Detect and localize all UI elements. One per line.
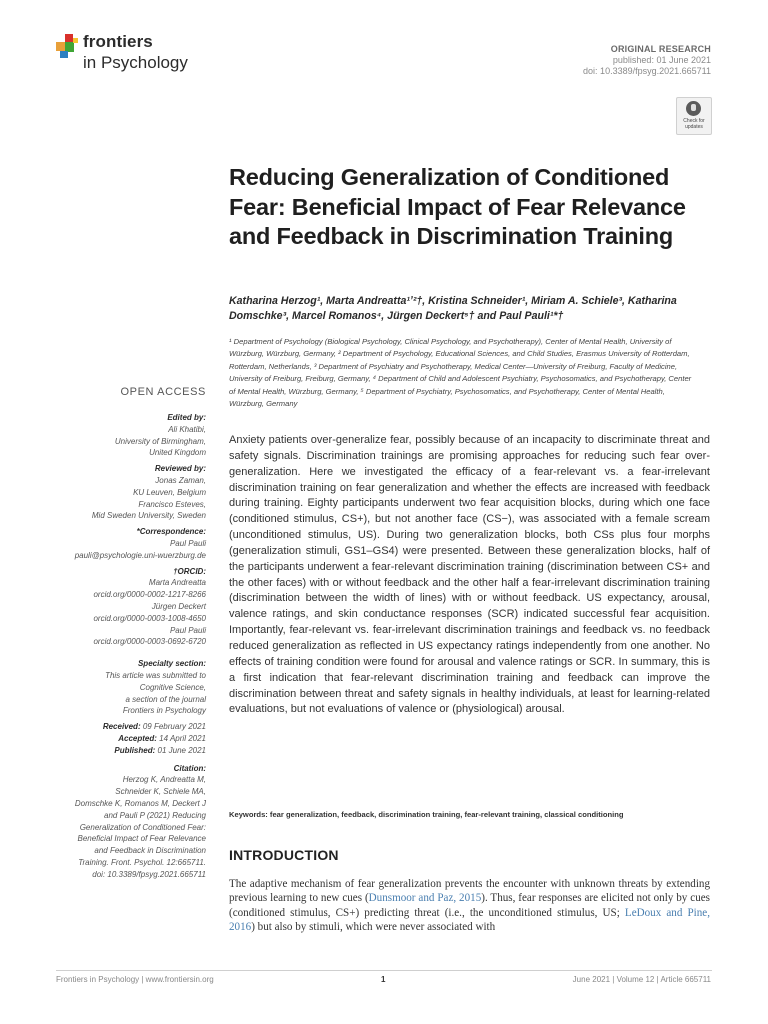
accepted-date (40, 733, 206, 745)
orcid-link[interactable]: orcid.org/0000-0003-1008-4650 (93, 613, 206, 623)
intro-text-part: ) but also by stimuli, which were never associated with (251, 920, 496, 933)
sidebar-line: Jürgen Deckert (151, 601, 206, 611)
sidebar-line: and Pauli P (2021) Reducing (104, 810, 206, 820)
author-list: Katharina Herzog¹, Marta Andreatta¹ʼ²†, Kristina Schneider¹, Miriam A. Schiele³, Katharina Domschke³, Marcel Romanos⁴, Jürgen Deckert⁵† and Paul Pauli¹*† (229, 295, 677, 322)
accepted-label: Accepted: (118, 733, 157, 743)
sidebar-line: Schneider K, Schiele MA, (115, 787, 206, 797)
sidebar-line: United Kingdom (149, 448, 206, 458)
frontiers-logo-icon (56, 34, 78, 58)
author-affiliations: ¹ Department of Psychology (Biological Psychology, Clinical Psychology, and Psychotherapy), Center of Mental Health, University of Würzburg, Würzburg, Germany, ² Department of Psychology, Educational Sciences, and Child Studies, Erasmus University of Rotterdam, Rotterdam, Netherlands, ³ Department of Psychiatry and Psychotherapy, Medical Center—University of Freiburg, Faculty of Medicine, University of Freiburg, Freiburg, Germany, ⁴ Department of Child and Adolescent Psychiatry, Psychosomatics, and Psychotherapy, Center of Mental Health, Würzburg, Germany, ⁵ Department of Psychiatry, Psychosomatics, and Psychotherapy, Center of Mental Health, Würzburg, Germany (229, 337, 692, 409)
sidebar-line: Beneficial Impact of Fear Relevance (77, 834, 206, 844)
sidebar-line: Paul Pauli (169, 538, 206, 548)
received-label: Received: (102, 722, 141, 732)
citation-link[interactable]: Dunsmoor and Paz, 2015 (368, 892, 482, 905)
page-number: 1 (381, 975, 386, 984)
sidebar-line: This article was submitted to (105, 670, 206, 680)
sidebar-line: Jonas Zaman, (155, 475, 206, 485)
edited-by-label: Edited by: (167, 413, 206, 422)
footer-issue-info: June 2021 | Volume 12 | Article 665711 (572, 975, 711, 984)
article-meta-header (583, 44, 711, 77)
intro-text-part: The adaptive mechanism of fear generalization prevents the encounter with unknown threats by extending previous learning to new cues ( (229, 878, 710, 905)
correspondence-label: *Correspondence: (136, 527, 206, 537)
specialty-label: Specialty section: (137, 659, 206, 669)
published-date: published: 01 June 2021 (612, 55, 711, 65)
accepted-value: 14 April 2021 (159, 733, 206, 743)
sidebar-line: Francisco Esteves, (138, 499, 206, 509)
sidebar-line: and Feedback in Discrimination (94, 846, 206, 856)
published-label: Published: (114, 745, 156, 755)
check-updates-label: Check for updates (683, 118, 705, 130)
open-access-label: OPEN ACCESS (120, 386, 206, 398)
received-date (40, 721, 206, 733)
sidebar-line: Mid Sweden University, Sweden (91, 511, 206, 521)
sidebar-line: Frontiers in Psychology (122, 706, 206, 716)
footer-journal-link[interactable]: Frontiers in Psychology | www.frontiersin.org (56, 975, 214, 984)
specialty-block (40, 658, 206, 717)
reviewed-by-label: Reviewed by: (154, 464, 206, 474)
sidebar-line: Marta Andreatta (148, 578, 206, 588)
sidebar-line: Herzog K, Andreatta M, (122, 775, 206, 785)
edited-by-block (40, 412, 206, 459)
article-title: Reducing Generalization of Conditioned Fear: Beneficial Impact of Fear Relevance and Feedback in Discrimination Training (229, 164, 686, 249)
citation-block (40, 763, 206, 881)
sidebar-line: Training. Front. Psychol. 12:665711. (78, 857, 206, 867)
orcid-block (40, 566, 206, 649)
article-sidebar (40, 412, 206, 884)
sidebar-line: a section of the journal (125, 694, 206, 704)
sidebar-line: Domschke K, Romanos M, Deckert J (74, 798, 206, 808)
orcid-link[interactable]: orcid.org/0000-0003-0692-6720 (93, 637, 206, 647)
doi-link[interactable]: doi: 10.3389/fpsyg.2021.665711 (583, 66, 711, 76)
received-value: 09 February 2021 (142, 722, 206, 732)
abstract-text: Anxiety patients over-generalize fear, possibly because of an incapacity to discriminate threat and safety signals. Discrimination trainings are promising approaches for reducing such fear over-generalization. Here we investigated the efficacy of a fear-relevant vs. a fear-irrelevant discrimination training on fear generalization and whether the effects are increased with feedback during training. Eighty participants underwent two fear acquisition blocks, during which one face (conditioned stimulus, CS+), but not another face (CS−), was associated with a female scream (unconditioned stimulus, US). During two generalization blocks, both CSs plus four morphs (generalization stimuli, GS1–GS4) were presented. Between these generalization blocks, half of the participants underwent a fear-relevant discrimination training (discrimination between CS+ and the other faces) with or without feedback and the other half a fear-irrelevant discrimination training (discrimination between the width of lines) with or without feedback. US expectancy, arousal, valence ratings, and skin conductance responses (SCR) indicated successful fear acquisition. Importantly, fear-relevant vs. fear-irrelevant discrimination trainings and feedback vs. no feedback reduced generalization as reflected in US expectancy ratings independently from one another. No effects of training condition were found for arousal and valence ratings or SCR. In summary, this is a first indication that fear-relevant discrimination training and feedback can improve the discrimination between threat and safety signals in healthy individuals, at least for learning-related evaluations, but not evaluations of valence or (physiological) arousal. (229, 434, 710, 716)
published-value: 01 June 2021 (157, 745, 206, 755)
article-type: ORIGINAL RESEARCH (610, 44, 711, 54)
sidebar-line: Ali Khatibi, (168, 424, 206, 434)
section-heading-introduction: INTRODUCTION (229, 847, 339, 863)
sidebar-line: Cognitive Science, (139, 682, 206, 692)
correspondence-email-link[interactable]: pauli@psychologie.uni-wuerzburg.de (74, 550, 206, 560)
keywords: Keywords: fear generalization, feedback, discrimination training, fear-relevant training, classical conditioning (229, 810, 624, 819)
correspondence-block (40, 526, 206, 561)
journal-name-line2: in Psychology (83, 53, 188, 72)
citation-link[interactable]: LeDoux and Pine, 2016 (229, 906, 710, 933)
citation-label: Citation: (173, 763, 206, 773)
sidebar-line: Paul Pauli (169, 625, 206, 635)
journal-name-line1: frontiers (83, 32, 153, 51)
reviewed-by-block (40, 463, 206, 522)
published-date-sidebar (40, 745, 206, 757)
sidebar-line: University of Birmingham, (114, 436, 206, 446)
footer-divider (56, 970, 712, 971)
intro-text-part: ). Thus, fear responses are elicited not only by cues (conditioned stimulus, CS+) predicting threat (i.e., the unconditioned stimulus, US; (229, 892, 710, 919)
bookmark-icon (686, 101, 701, 116)
orcid-link[interactable]: orcid.org/0000-0002-1217-8266 (93, 590, 206, 600)
citation-doi-link[interactable]: doi: 10.3389/fpsyg.2021.665711 (92, 869, 206, 879)
orcid-label: †ORCID: (173, 566, 206, 576)
sidebar-line: Generalization of Conditioned Fear: (79, 822, 206, 832)
sidebar-line: KU Leuven, Belgium (133, 487, 206, 497)
introduction-paragraph (229, 877, 710, 934)
journal-logo (56, 32, 206, 82)
check-for-updates-badge[interactable] (676, 97, 712, 135)
dates-block (40, 721, 206, 756)
